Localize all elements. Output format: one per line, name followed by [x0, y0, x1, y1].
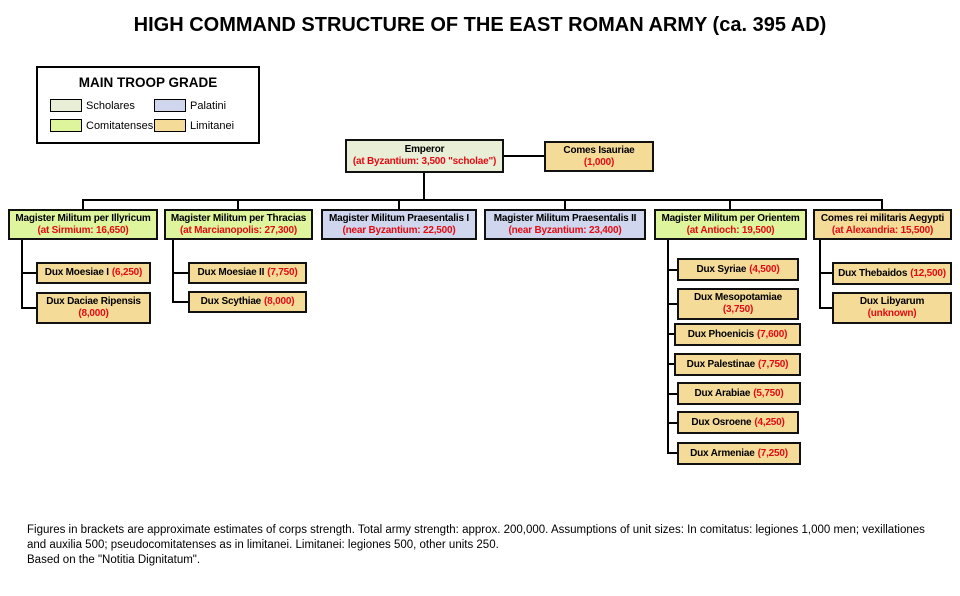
node-value: (4,250)	[754, 416, 785, 428]
node-name: Dux Libyarum	[859, 296, 925, 307]
node-value: (7,250)	[757, 447, 788, 459]
node-name: Dux Scythiae	[200, 296, 262, 307]
node-dux-osroene	[677, 411, 799, 434]
node-value: (6,250)	[111, 267, 143, 278]
node-name: Comes Isauriae	[563, 144, 635, 156]
node-name: Emperor	[404, 144, 445, 155]
node-value: (near Byzantium: 23,400)	[508, 224, 622, 236]
node-name: Dux Palestinae	[686, 358, 756, 370]
node-comes-isauriae	[544, 141, 654, 172]
node-dux-armeniae	[677, 442, 801, 465]
node-value: (1,000)	[583, 156, 615, 168]
node-dux-arabiae	[677, 382, 801, 405]
node-value: (at Alexandria: 15,500)	[831, 224, 934, 236]
node-name: Magister Militum per Thracias	[170, 212, 307, 224]
node-dux-moesiae-2	[188, 262, 307, 284]
node-dux-mesopotamiae	[677, 288, 799, 320]
node-dux-syriae	[677, 258, 799, 281]
node-name: Dux Mesopotamiae	[694, 292, 782, 303]
node-value: (5,750)	[753, 387, 784, 399]
node-dux-scythiae	[188, 291, 307, 313]
legend-label: Comitatenses	[86, 119, 154, 132]
legend-label: Scholares	[86, 99, 135, 112]
footnote-source: Based on the "Notitia Dignitatum".	[27, 554, 201, 566]
node-value: (near Byzantium: 22,500)	[342, 224, 456, 236]
node-name: Magister Militum per Illyricum	[15, 212, 151, 224]
node-name: Magister Militum per Orientem	[661, 212, 800, 224]
node-magister-orientem	[654, 209, 807, 240]
node-magister-praesentalis-2	[484, 209, 646, 240]
node-dux-libyarum	[832, 292, 952, 324]
node-magister-illyricum	[8, 209, 158, 240]
node-name: Magister Militum Praesentalis II	[493, 212, 637, 224]
node-value: (8,000)	[78, 308, 109, 319]
node-magister-praesentalis-1	[321, 209, 477, 240]
node-name: Dux Arabiae	[694, 387, 751, 399]
node-value: (7,750)	[758, 358, 789, 370]
node-value: (3,750)	[722, 304, 754, 315]
node-name: Magister Militum Praesentalis I	[329, 212, 469, 224]
footnote	[27, 523, 935, 568]
node-name: Dux Phoenicis	[687, 328, 754, 340]
node-value: (8,000)	[264, 296, 295, 307]
node-name: Dux Moesiae II	[197, 267, 265, 278]
node-dux-moesiae-1	[36, 262, 151, 284]
node-dux-daciae-ripensis	[36, 292, 151, 324]
node-value: (at Byzantium: 3,500 "scholae")	[352, 156, 497, 167]
node-value: (at Sirmium: 16,650)	[37, 224, 129, 236]
node-dux-phoenicis	[674, 323, 801, 346]
node-emperor	[345, 139, 504, 173]
node-dux-thebaidos	[832, 262, 952, 285]
node-name: Dux Osroene	[691, 416, 752, 428]
node-name: Dux Syriae	[696, 263, 747, 275]
node-comes-aegypti	[813, 209, 952, 240]
node-value: (unknown)	[867, 308, 917, 319]
node-value: (7,750)	[267, 267, 298, 278]
node-name: Dux Daciae Ripensis	[46, 296, 141, 307]
node-name: Dux Thebaidos	[838, 267, 908, 279]
node-magister-thracias	[164, 209, 313, 240]
node-value: (at Antioch: 19,500)	[686, 224, 775, 236]
footnote-text: Figures in brackets are approximate estimates of corps strength. Total army strength: approx. 200,000. Assumptions of unit sizes: In comitatus: legiones 1,000 men; vexillationes and auxilia 500; pseudocomitatenses as in limitanei. Limitanei: legiones 500, other units 250.	[27, 524, 925, 551]
node-value: (12,500)	[910, 267, 946, 279]
node-name: Comes rei militaris Aegypti	[820, 212, 945, 224]
node-name: Dux Armeniae	[690, 447, 755, 459]
page-title: HIGH COMMAND STRUCTURE OF THE EAST ROMAN ARMY (ca. 395 AD)	[133, 14, 827, 36]
node-value: (at Marcianopolis: 27,300)	[179, 224, 298, 236]
legend-label: Limitanei	[190, 119, 235, 132]
node-value: (7,600)	[757, 328, 788, 340]
node-dux-palestinae	[674, 353, 801, 376]
node-value: (4,500)	[749, 263, 780, 275]
legend-title: MAIN TROOP GRADE	[78, 75, 218, 90]
node-name: Dux Moesiae I	[44, 267, 109, 278]
legend-label: Palatini	[190, 99, 227, 112]
